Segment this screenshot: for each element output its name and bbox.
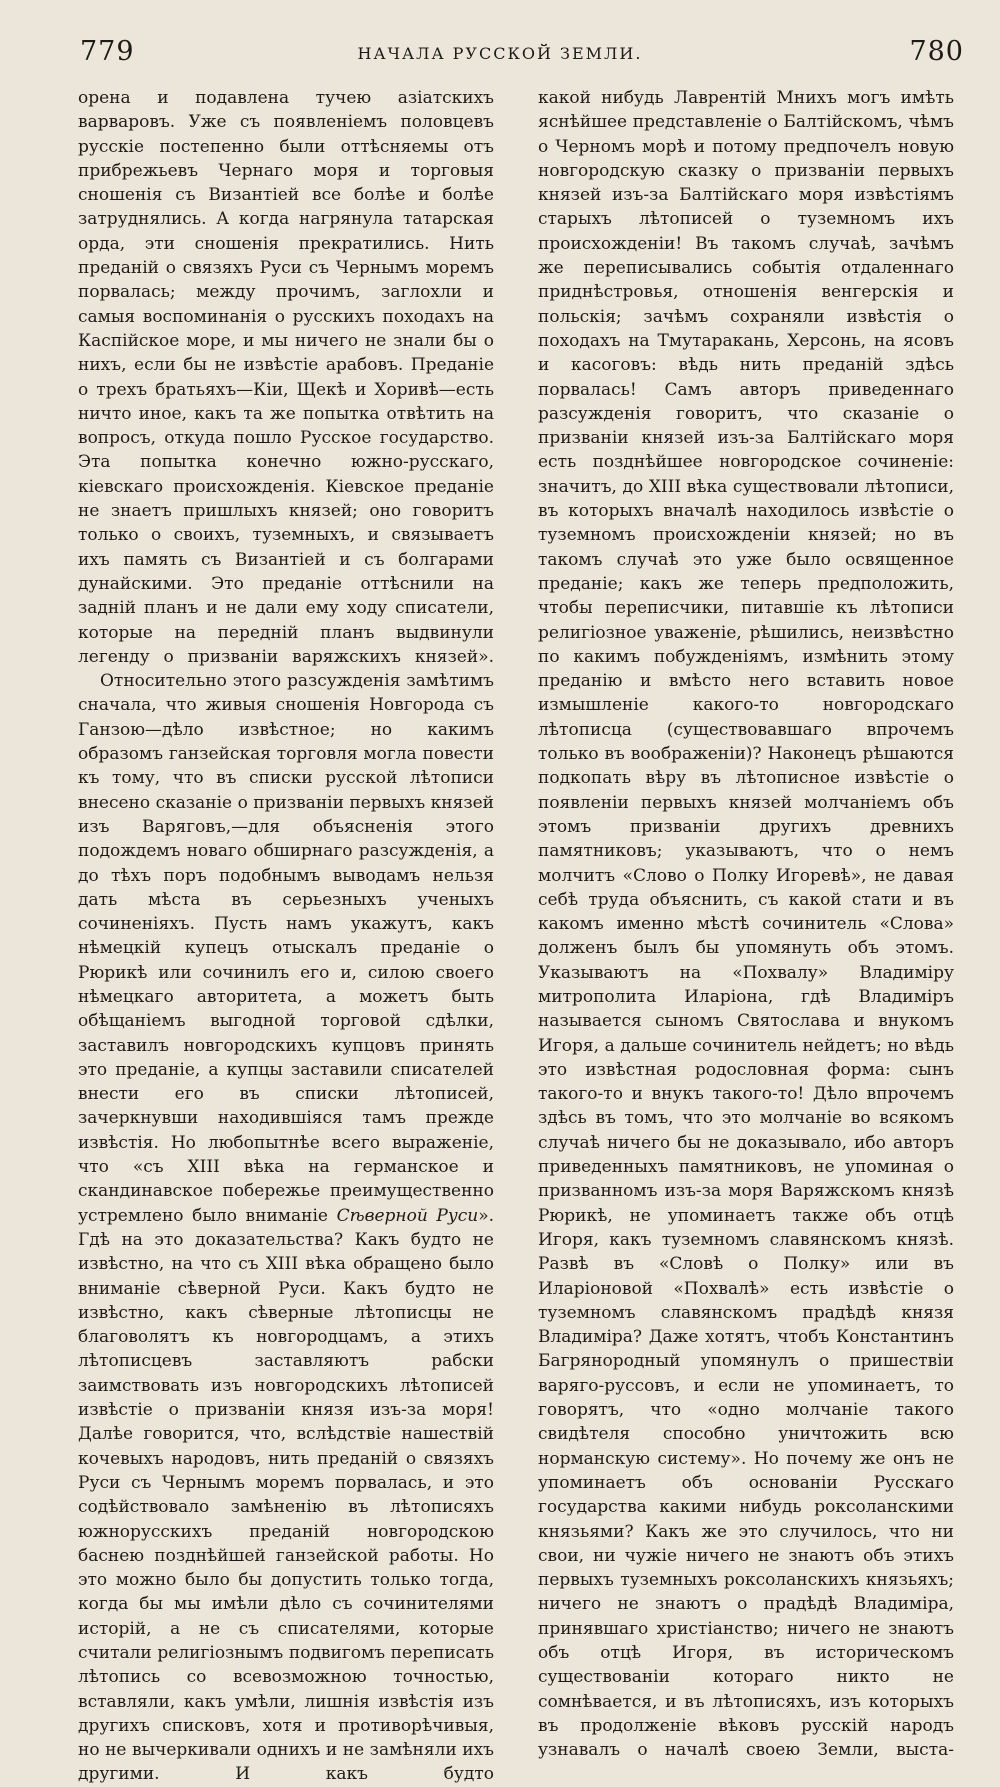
left-paragraph-2-part-b: ». Гдѣ на это доказательства? Какъ будто не извѣстно, на что съ XIII вѣка обращено было вниманіе сѣверной Руси. Какъ будто не извѣстно, какъ сѣверные лѣтописцы не благоволятъ къ новгородцамъ, а этихъ лѣтописцевъ заставляютъ рабски заимствовать изъ новгородскихъ лѣтописей извѣстіе о призваніи князя изъ-за моря! Далѣе говорится, что, вслѣдствіе нашествій кочевыхъ народовъ, нить преданій о связяхъ Руси съ Чернымъ моремъ порвалась, и это содѣйствовало замѣненію въ лѣтописяхъ южнорусскихъ преданій новгородскою баснею позднѣйшей ганзейской работы. Но это можно было бы допустить только тогда, когда бы мы имѣли дѣло съ сочинителями исторій, а не съ списателями, которые считали религіознымъ подвигомъ переписать лѣтопись со всевозможною точностью, вставляли, какъ умѣли, лишнія извѣстія изъ другихъ списковъ, хотя и противорѣчивыя, но не вычеркивали одниxъ и не замѣняли ихъ другими. И какъ будто: [78, 1205, 494, 1785]
left-paragraph-1: орена и подавлена тучею азіатскихъ варваровъ. Уже съ появленіемъ половцевъ русскіе постепенно были оттѣсняемы отъ прибрежьевъ Чернаго моря и торговыя сношенія съ Византіей все болѣе и болѣе затруднялись. А когда нагрянула татарская орда, эти сношенія прекратились. Нить преданій о связяхъ Руси съ Чернымъ моремъ порвалась; между прочимъ, заглохли и самыя воспоминанія о русскихъ походахъ на Каспійское море, и мы ничего не знали бы о нихъ, если бы не извѣстіе арабовъ. Преданіе о трехъ братьяхъ—Кіи, Щекѣ и Хоривѣ—есть ничто иное, какъ та же попытка отвѣтить на вопросъ, откуда пошло Русское государство. Эта попытка конечно южно-русскаго, кіевскаго происхожденія. Кіевское преданіе не знаетъ пришлыхъ князей; оно говоритъ только о своихъ, туземныхъ, и связываетъ ихъ память съ Византіей и съ болгарами дунайскими. Это преданіе оттѣснили на задній планъ и не дали ему ходу списатели, которые на передній планъ выдвинули легенду о призваніи варяжскихъ князей».: [78, 88, 494, 667]
right-paragraph-1: какой нибудь Лаврентій Мнихъ могъ имѣть яснѣйшее представленіе о Балтійскомъ, чѣмъ о Черномъ морѣ и потому предпочелъ новую новгородскую сказку о призваніи первыхъ князей изъ-за Балтійскаго моря извѣстіямъ старыхъ лѣтописей о туземномъ ихъ происхожденіи! Въ такомъ случаѣ, зачѣмъ же переписывались событія отдаленнаго приднѣстровья, отношенія венгерскія и польскія; зачѣмъ сохраняли извѣстія о походахъ на Тмутаракань, Херсонь, на ясовъ и касоговъ: вѣдь нить преданій здѣсь порвалась! Самъ авторъ приведеннаго разсужденія говоритъ, что сказаніе о призваніи князей изъ-за Балтійскаго моря есть позднѣйшее новгородское сочиненіе: значитъ, до XIII вѣка существовали лѣтописи, въ которыхъ вначалѣ находилось извѣстіе о туземномъ происхожденіи князей; но въ такомъ случаѣ это уже было освященное преданіе; какъ же теперь предположить, чтобы переписчики, питавшіе къ лѣтописи религіозное уваженіе, рѣшились, неизвѣстно по какимъ побужденіямъ, измѣнить этому преданію и вмѣсто него вставить новое измышленіе какого-то новгородскаго лѣтописца (существовавшаго впрочемъ только въ воображеніи)? Наконецъ рѣшаются подкопать вѣру въ лѣтописное извѣстіе о появленіи первыхъ князей молчаніемъ объ этомъ призваніи другихъ древнихъ памятниковъ; указываютъ, что о немъ молчитъ «Слово о Полку Игоревѣ», не давая себѣ труда объяснить, съ какой стати и въ какомъ именно мѣстѣ сочинитель «Слова» долженъ былъ бы упомянуть объ этомъ. Указываютъ на «Похвалу» Владиміру митрополита Иларіона, гдѣ Владиміръ называется сыномъ Святослава и внукомъ Игоря, а дальше сочинитель нейдетъ; но вѣдь это извѣстная родословная форма: сынъ такого-то и внукъ такого-то! Дѣло впрочемъ здѣсь въ томъ, что это молчаніе во всякомъ случаѣ ничего бы не доказывало, ибо авторъ приведенныхъ памятниковъ, не упоминая о призванномъ изъ-за моря Варяжскомъ князѣ Рюрикѣ, не упоминаетъ также объ отцѣ Игоря, какъ туземномъ славянскомъ князѣ. Развѣ въ «Словѣ о Полку» или въ Иларіоновой «Похвалѣ» есть извѣстіе о туземномъ славянскомъ прадѣдѣ князя Владиміра? Даже хотятъ, чтобъ Константинъ Багрянородный упомянулъ о пришествіи варяго-руссовъ, и если не упоминаетъ, то говорятъ, что «одно молчаніе такого свидѣтеля способно уничтожить всю норманскую систему». Но почему же онъ не упоминаетъ объ основаніи Русскаго государства какими нибудь роксоланскими князьями? Какъ же это случилось, что ни свои, ни чужіе ничего не знаютъ объ этихъ первыхъ туземныхъ роксоланскихъ князьяхъ; ничего не знаютъ о прадѣдѣ Владиміра, принявшаго христіанство; ничего не знаютъ объ отцѣ Игоря, въ историческомъ существованіи котораго никто не сомнѣвается, и въ лѣтописяхъ, изъ которыхъ въ продолженіе вѣковъ русскій народъ узнавалъ о началѣ своею Земли, выста-: [538, 88, 954, 1761]
page-number-right: 780: [909, 36, 964, 67]
page-number-left: 779: [80, 36, 135, 67]
right-column: [538, 86, 954, 1761]
running-head: НАЧАЛА РУССКОЙ ЗЕМЛИ.: [357, 44, 643, 63]
left-paragraph-2-part-a: Относительно этого разсужденія замѣтимъ сначала, что живыя сношенія Новгорода съ Ганзою—дѣло извѣстное; но какимъ образомъ ганзейская торговля могла повести къ тому, что въ списки русской лѣтописи внесено сказаніе о призваніи первыхъ князей изъ Варяговъ,—для объясненія этого подождемъ новаго обширнаго разсужденія, а до тѣхъ поръ подобнымъ выводамъ нельзя дать мѣста въ серьезныхъ ученыхъ сочиненіяхъ. Пусть намъ укажутъ, какъ нѣмецкій купецъ отыскалъ преданіе о Рюрикѣ или сочинилъ его и, силою своего нѣмецкаго авторитета, а можетъ быть обѣщаніемъ выгодной торговой сдѣлки, заставилъ новгородскихъ купцовъ принять это преданіе, а купцы заставили списателей внести его въ списки лѣтописей, зачеркнувши находившіяся тамъ прежде извѣстія. Но любопытнѣе всего выраженіе, что «съ XIII вѣка на германское и скандинавское побережье преимущественно устремлено было вниманіе: [78, 671, 494, 1226]
left-paragraph-2-italic: Сѣверной Руси: [336, 1205, 479, 1226]
left-paragraph-2: [78, 669, 494, 1787]
left-column: [78, 86, 494, 1785]
